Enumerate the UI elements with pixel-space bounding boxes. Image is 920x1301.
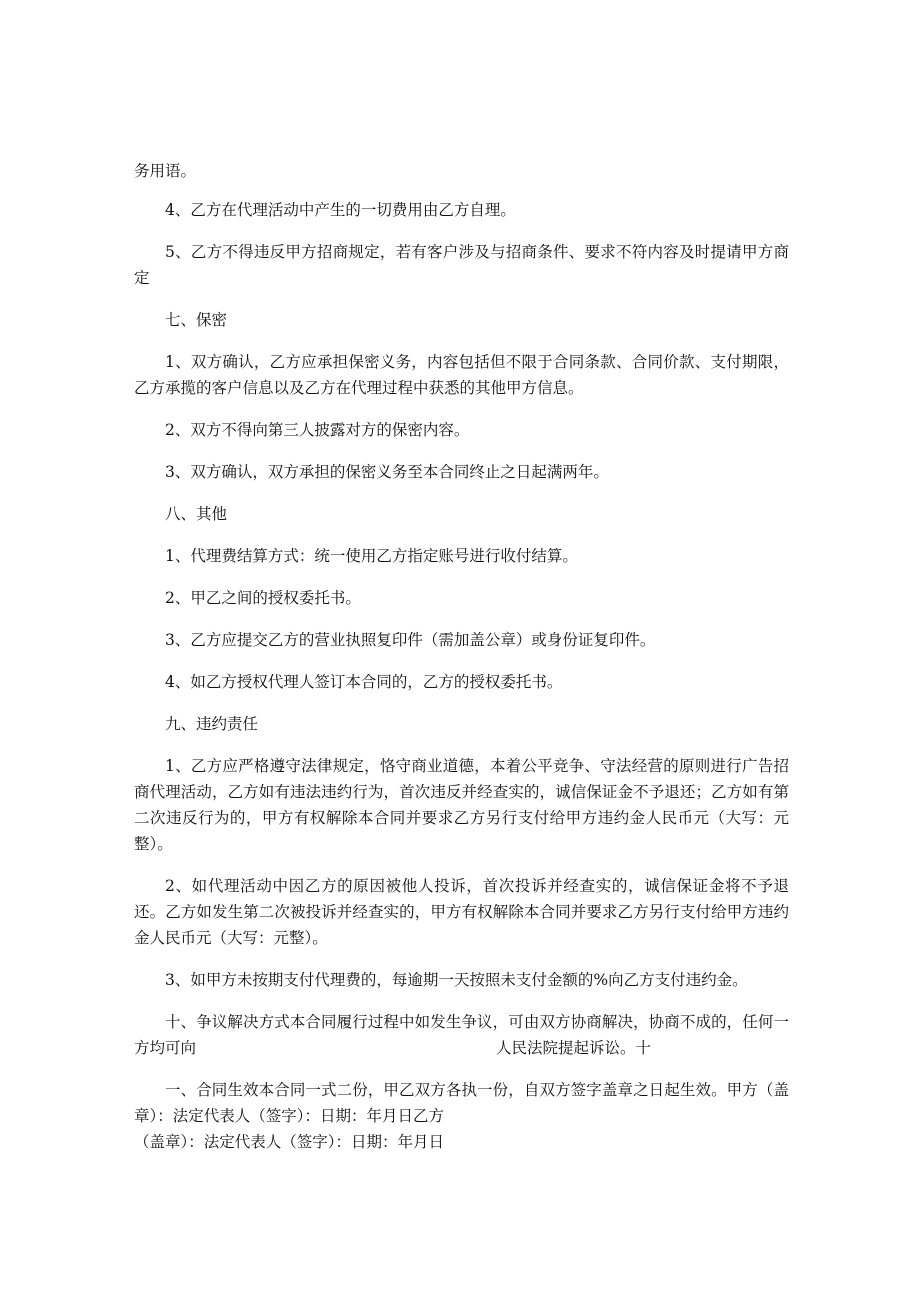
clause-other-1: 1、代理费结算方式：统一使用乙方指定账号进行收付结算。 [165, 547, 578, 565]
clause-liability-1: 1、乙方应严格遵守法律规定，恪守商业道德，本着公平竞争、守法经营的原则进行广告招商代理活动，乙方如有违法违约行为，首次违反并经查实的，诚信保证金不予退还；乙方如有第二次违反行为的，甲方有权解除本合同并要求乙方另行支付给甲方违约金人民币元（大写：元整）。 [134, 757, 789, 853]
dispute-text-part2: 人民法院提起诉讼。十 [496, 1039, 652, 1057]
signature-line: （盖章）：法定代表人（签字）：日期：年月日 [134, 1133, 445, 1151]
clause-other-2: 2、甲乙之间的授权委托书。 [165, 589, 361, 607]
section-heading-confidentiality: 七、保密 [165, 311, 228, 329]
section-heading-liability: 九、违约责任 [165, 715, 259, 733]
clause-expenses: 4、乙方在代理活动中产生的一切费用由乙方自理。 [165, 201, 516, 219]
dispute-text-part1: 十、争议解决方式本合同履行过程中如发生争议，可由双方协商解决，协商不成的，任何一方均可向 [134, 1013, 789, 1057]
clause-confidentiality-1: 1、双方确认，乙方应承担保密义务，内容包括但不限于合同条款、合同价款、支付期限，乙方承揽的客户信息以及乙方在代理过程中获悉的其他甲方信息。 [134, 353, 789, 397]
clause-other-3: 3、乙方应提交乙方的营业执照复印件（需加盖公章）或身份证复印件。 [165, 631, 656, 649]
clause-confidentiality-3: 3、双方确认，双方承担的保密义务至本合同终止之日起满两年。 [165, 463, 609, 481]
clause-liability-3: 3、如甲方未按期支付代理费的，每逾期一天按照未支付金额的%向乙方支付违约金。 [165, 971, 748, 989]
contract-body [134, 158, 789, 1155]
section-heading-other: 八、其他 [165, 505, 228, 523]
clause-merchant-rules: 5、乙方不得违反甲方招商规定，若有客户涉及与招商条件、要求不符内容及时提请甲方商定 [134, 243, 789, 287]
clause-effective-signature: 一、合同生效本合同一式二份，甲乙双方各执一份，自双方签字盖章之日起生效。甲方（盖章）：法定代表人（签字）：日期：年月日乙方 [134, 1081, 789, 1125]
clause-liability-2: 2、如代理活动中因乙方的原因被他人投诉，首次投诉并经查实的，诚信保证金将不予退还。乙方如发生第二次被投诉并经查实的，甲方有权解除本合同并要求乙方另行支付给甲方违约金人民币元（大写：元整）。 [134, 877, 789, 947]
paragraph-fragment: 务用语。 [134, 162, 197, 180]
clause-dispute-resolution [134, 1009, 789, 1061]
clause-confidentiality-2: 2、双方不得向第三人披露对方的保密内容。 [165, 421, 470, 439]
clause-other-4: 4、如乙方授权代理人签订本合同的，乙方的授权委托书。 [165, 673, 563, 691]
